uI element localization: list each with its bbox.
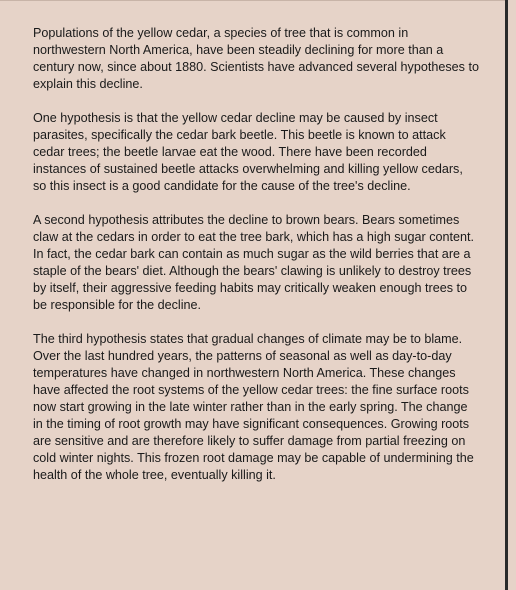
paragraph-1: Populations of the yellow cedar, a species of tree that is common in northwestern North America, have been steadily declining for more than a century now, since about 1880. Scientists have advanced several hypotheses to explain this decline.	[33, 26, 479, 91]
paragraph-3: A second hypothesis attributes the decline to brown bears. Bears sometimes claw at the cedars in order to eat the tree bark, which has a high sugar content. In fact, the cedar bark can contain as much sugar as the wild berries that are a staple of the bears' diet. Although the bears' clawing is unlikely to destroy trees by itself, their aggressive feeding habits may critically weaken enough trees to be responsible for the decline.	[33, 213, 475, 312]
paragraph-2: One hypothesis is that the yellow cedar decline may be caused by insect parasites, specifically the cedar bark beetle. This beetle is known to attack cedar trees; the beetle larvae eat the wood. There have been recorded instances of sustained beetle attacks overwhelming and killing yellow cedars, so this insect is a good candidate for the cause of the tree's decline.	[33, 111, 463, 193]
paragraph-4: The third hypothesis states that gradual changes of climate may be to blame. Over the last hundred years, the patterns of seasonal as well as day-to-day temperatures have changed in northwestern North America. These changes have affected the root systems of the yellow cedar trees: the fine surface roots now start growing in the late winter rather than in the early spring. The change in the timing of root growth may have significant consequences. Growing roots are sensitive and are therefore likely to suffer damage from partial freezing on cold winter nights. This frozen root damage may be capable of undermining the health of the whole tree, eventually killing it.	[33, 332, 474, 482]
top-divider	[0, 0, 505, 1]
right-panel-edge	[508, 0, 516, 590]
passage-text	[33, 25, 479, 501]
